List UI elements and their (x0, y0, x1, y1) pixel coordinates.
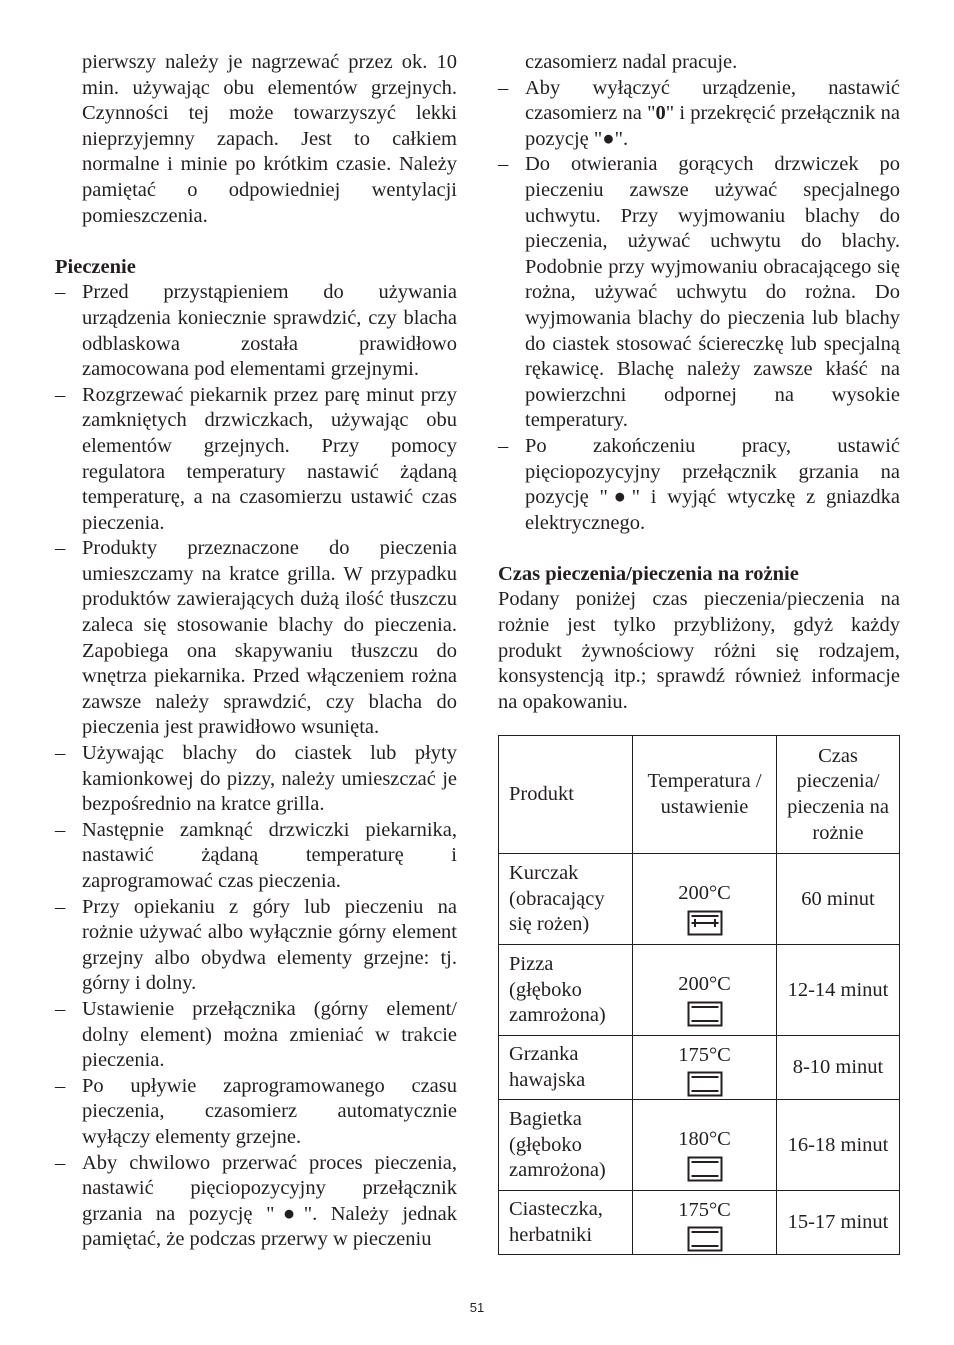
top-bottom-heat-icon (687, 1071, 723, 1097)
cell-time: 15-17 minut (777, 1191, 900, 1255)
table-row (499, 854, 900, 945)
left-column (55, 50, 457, 1253)
list-item: – Produkty przeznaczone do pieczenia umieszczamy na kratce grilla. W przypadku produktów zawierających dużą ilość tłuszczu zaleca się stosowanie blachy do pieczenia. Zapobiega ona skapywaniu tłuszczu do wnętrza piekarnika. Przed włączeniem rożna zawsze należy sprawdzić, czy blacha do pieczenia jest prawidłowo wsunięta. (55, 536, 457, 741)
cell-product: Ciasteczka, herbatniki (499, 1191, 633, 1255)
top-bottom-heat-icon (687, 1001, 723, 1027)
cell-temperature (633, 1191, 777, 1255)
cell-time: 16-18 minut (777, 1100, 900, 1191)
table-row (499, 945, 900, 1036)
table-row (499, 1100, 900, 1191)
temperature-value: 180°C (678, 1128, 731, 1151)
cell-product: Pizza (głęboko zamrożona) (499, 945, 633, 1036)
list-text: " i przekręcić przełącznik na pozycję "●". (525, 102, 900, 150)
list-item: – Po upływie zaprogramowanego czasu pieczenia, czasomierz automatycznie wyłączy elementy grzejne. (55, 1074, 457, 1151)
list-item: – Rozgrzewać piekarnik przez parę minut przy zamkniętych drzwiczkach, używając obu elementów grzejnych. Przy pomocy regulatora temperatury nastawić żądaną temperaturę, a na czasomierzu ustawić czas pieczenia. (55, 383, 457, 537)
list-item: – Przy opiekaniu z góry lub pieczeniu na rożnie używać albo wyłącznie górny element grzejny albo obydwa elementy grzejne: tj. górny i dolny. (55, 895, 457, 997)
baking-times-paragraph: Podany poniżej czas pieczenia/pieczenia na rożnie jest tylko przybliżony, gdyż każdy produkt żywnościowy różni się rodzajem, konsystencją itp.; sprawdź również informacje na opakowaniu. (498, 588, 900, 713)
list-item: – Następnie zamknąć drzwiczki piekarnika, nastawić żądaną temperaturę i zaprogramować czas pieczenia. (55, 818, 457, 895)
cell-temperature (633, 854, 777, 945)
rotisserie-icon (687, 910, 723, 936)
cell-temperature (633, 945, 777, 1036)
continuation-text: czasomierz nadal pracuje. (525, 51, 738, 73)
list-item (498, 76, 900, 153)
table-row (499, 1036, 900, 1100)
list-item: – Ustawienie przełącznika (górny element/ dolny element) można zmieniać w trakcie pieczenia. (55, 997, 457, 1074)
baking-times-table (498, 735, 900, 1255)
header-temperature: Temperatura / ustawienie (633, 736, 777, 854)
temperature-value: 175°C (678, 1198, 731, 1221)
cell-product: Kurczak (obracający się rożen) (499, 854, 633, 945)
list-item: – Używając blachy do ciastek lub płyty kamionkowej do pizzy, należy umieszczać je bezpośrednio na kratce grilla. (55, 741, 457, 818)
temperature-value: 200°C (678, 882, 731, 905)
top-bottom-heat-icon (687, 1226, 723, 1252)
list-item: – Aby chwilowo przerwać proces pieczenia, nastawić pięciopozycyjny przełącznik grzania na pozycję "●". Należy jednak pamiętać, że podczas przerwy w pieczeniu (55, 1151, 457, 1253)
list-item: – Po zakończeniu pracy, ustawić pięciopozycyjny przełącznik grzania na pozycję "●" i wyjąć wtyczkę z gniazdka elektrycznego. (498, 434, 900, 536)
section-heading-pieczenie: Pieczenie (55, 255, 136, 278)
header-product: Produkt (499, 736, 633, 854)
page-number: 51 (469, 1300, 485, 1315)
cell-temperature (633, 1100, 777, 1191)
intro-paragraph: pierwszy należy je nagrzewać przez ok. 10 min. używając obu elementów grzejnych. Czynności tej może towarzyszyć lekki nieprzyjemny zapach. Jest to całkiem normalne i minie po krótkim czasie. Należy pamiętać o odpowiedniej wentylacji pomieszczenia. (82, 51, 457, 227)
temperature-value: 200°C (678, 973, 731, 996)
list-item: – Przed przystąpieniem do używania urządzenia koniecznie sprawdzić, czy blacha odblaskowa została prawidłowo zamocowana pod elementami grzejnymi. (55, 280, 457, 382)
instructions-list (498, 76, 900, 537)
top-bottom-heat-icon (687, 1156, 723, 1182)
list-text: Aby wyłączyć urządzenie, nastawić czasomierz na " (525, 76, 900, 125)
list-item: – Do otwierania gorących drzwiczek po pieczeniu zawsze używać specjalnego uchwytu. Przy wyjmowaniu blachy do pieczenia, używać uchwytu do blachy. Podobnie przy wyjmowaniu obracającego się rożna, używać uchwytu do rożna. Do wyjmowania blachy do pieczenia lub blachy do ciastek stosować ściereczkę lub specjalną rękawicę. Blachę należy zawsze kłaść na powierzchni odpornej na wysokie temperatury. (498, 152, 900, 434)
cell-product: Grzanka hawajska (499, 1036, 633, 1100)
cell-time: 8-10 minut (777, 1036, 900, 1100)
table-header-row (499, 736, 900, 854)
cell-temperature (633, 1036, 777, 1100)
cell-product: Bagietka (głęboko zamrożona) (499, 1100, 633, 1191)
section-heading-baking-times: Czas pieczenia/pieczenia na rożnie (498, 562, 799, 585)
cell-time: 60 minut (777, 854, 900, 945)
right-column (498, 50, 900, 1255)
pieczenie-list (55, 280, 457, 1253)
table-row (499, 1191, 900, 1255)
timer-zero-value: 0 (655, 102, 666, 125)
header-time: Czas pieczenia/ pieczenia na rożnie (777, 736, 900, 854)
temperature-value: 175°C (678, 1043, 731, 1066)
cell-time: 12-14 minut (777, 945, 900, 1036)
